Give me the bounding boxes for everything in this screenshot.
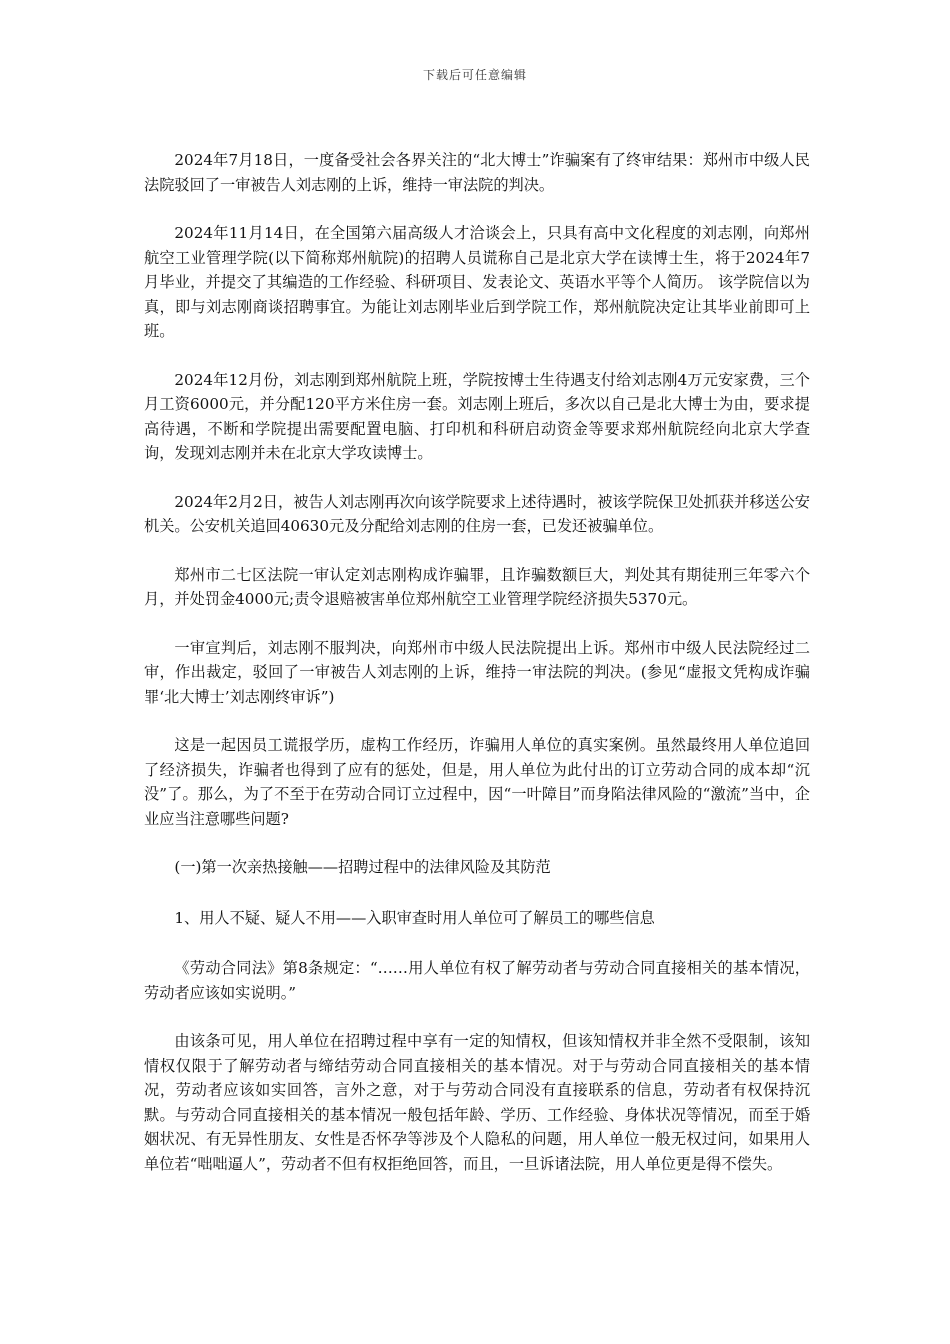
paragraph-final-verdict: 2024年7月18日，一度备受社会各界关注的“北大博士”诈骗案有了终审结果：郑州市中级人民法院驳回了一审被告人刘志刚的上诉，维持一审法院的判决。 — [144, 151, 810, 194]
paragraph-first-instance: 郑州市二七区法院一审认定刘志刚构成诈骗罪，且诈骗数额巨大，判处其有期徒刑三年零六个月，并处罚金4000元;责令退赔被害单位郑州航空工业管理学院经济损失5370元。 — [144, 565, 810, 608]
paragraph-job-fair-deception: 2024年11月14日，在全国第六届高级人才洽谈会上，只具有高中文化程度的刘志刚，向郑州航空工业管理学院(以下简称郑州航院)的招聘人员谎称自己是北京大学在读博士生，将于2024年7月毕业，并提交了其编造的工作经验、科研项目、发表论文、英语水平等个人简历。 该学院信以为真，即与刘志刚商谈招聘事宜。为能让刘志刚毕业后到学院工作，郑州航院决定让其毕业前即可上班。 — [144, 224, 810, 340]
paragraph-case-analysis: 这是一起因员工谎报学历，虚构工作经历，诈骗用人单位的真实案例。虽然最终用人单位追回了经济损失，诈骗者也得到了应有的惩处，但是，用人单位为此付出的订立劳动合同的成本却“沉没”了。那么，为了不至于在劳动合同订立过程中，因“一叶障目”而身陷法律风险的“激流”当中，企业应当注意哪些问题? — [144, 736, 810, 828]
section-heading-recruitment-risk: (一)第一次亲热接触——招聘过程中的法律风险及其防范 — [174, 858, 551, 876]
paragraph-employment-benefits: 2024年12月份，刘志刚到郑州航院上班，学院按博士生待遇支付给刘志刚4万元安家费，三个月工资6000元，并分配120平方米住房一套。刘志刚上班后，多次以自己是北大博士为由，要求提高待遇，不断和学院提出需要配置电脑、打印机和科研启动资金等要求郑州航院经向北京大学查询，发现刘志刚并未在北京大学攻读博士。 — [144, 370, 810, 462]
header-note: 下载后可任意编辑 — [422, 68, 527, 82]
subsection-heading-entry-review: 1、用人不疑、疑人不用——入职审查时用人单位可了解员工的哪些信息 — [174, 908, 655, 927]
paragraph-labor-law-article-8: 《劳动合同法》第8条规定：“……用人单位有权了解劳动者与劳动合同直接相关的基本情况，劳动者应该如实说明。” — [144, 959, 810, 1002]
paragraph-arrest: 2024年2月2日，被告人刘志刚再次向该学院要求上述待遇时，被该学院保卫处抓获并移送公安机关。公安机关追回40630元及分配给刘志刚的住房一套，已发还被骗单位。 — [144, 492, 810, 535]
paragraph-right-to-know: 由该条可见，用人单位在招聘过程中享有一定的知情权，但该知情权并非全然不受限制，该知情权仅限于了解劳动者与缔结劳动合同直接相关的基本情况。对于与劳动合同直接相关的基本情况，劳动者应该如实回答，言外之意，对于与劳动合同没有直接联系的信息，劳动者有权保持沉默。与劳动合同直接相关的基本情况一般包括年龄、学历、工作经验、身体状况等情况，而至于婚姻状况、有无异性朋友、女性是否怀孕等涉及个人隐私的问题，用人单位一般无权过问，如果用人单位若“咄咄逼人”，劳动者不但有权拒绝回答，而且，一旦诉诸法院，用人单位更是得不偿失。 — [144, 1032, 810, 1173]
paragraph-appeal: 一审宣判后，刘志刚不服判决，向郑州市中级人民法院提出上诉。郑州市中级人民法院经过二审，作出裁定，驳回了一审被告人刘志刚的上诉，维持一审法院的判决。(参见“虚报文凭构成诈骗罪‘北大博士’刘志刚终审诉”) — [144, 638, 810, 706]
document-body — [144, 148, 810, 1200]
